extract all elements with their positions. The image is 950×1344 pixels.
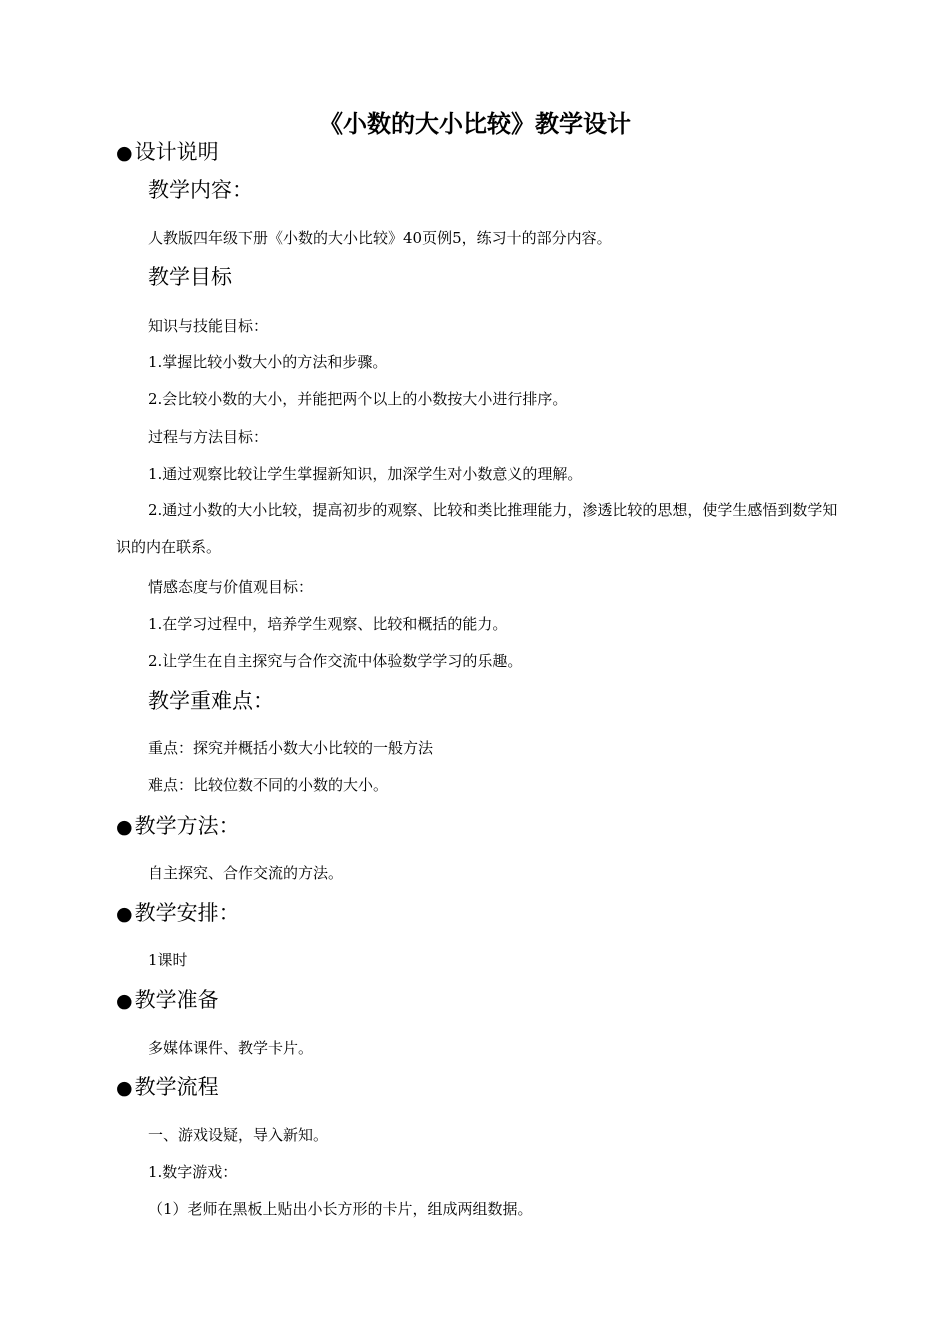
heading-schedule bbox=[116, 899, 240, 928]
paragraph-key-point: 重点：探究并概括小数大小比较的一般方法 bbox=[148, 739, 434, 757]
subheading-key-points: 教学重难点： bbox=[148, 689, 274, 713]
paragraph-schedule: 1课时 bbox=[148, 951, 188, 969]
heading-text: 教学方法： bbox=[134, 814, 240, 838]
heading-text: 教学安排： bbox=[134, 901, 240, 925]
paragraph-difficult-point: 难点：比较位数不同的小数的大小。 bbox=[148, 776, 389, 794]
paragraph-content: 人教版四年级下册《小数的大小比较》40页例5，练习十的部分内容。 bbox=[148, 229, 612, 247]
paragraph-flow-1: 一、游戏设疑，导入新知。 bbox=[148, 1126, 329, 1144]
heading-text: 设计说明 bbox=[134, 140, 219, 164]
bullet-icon: ● bbox=[116, 990, 133, 1012]
paragraph-preparation: 多媒体课件、教学卡片。 bbox=[148, 1039, 314, 1057]
heading-method bbox=[116, 812, 240, 841]
heading-flow bbox=[116, 1073, 219, 1102]
bullet-icon: ● bbox=[116, 816, 133, 838]
paragraph-flow-3: （1）老师在黑板上贴出小长方形的卡片，组成两组数据。 bbox=[148, 1200, 533, 1218]
paragraph-emotion-head: 情感态度与价值观目标： bbox=[148, 578, 314, 596]
bullet-icon: ● bbox=[116, 903, 133, 925]
paragraph-flow-2: 1.数字游戏： bbox=[148, 1163, 238, 1181]
paragraph-process-2: 2.通过小数的大小比较，提高初步的观察、比较和类比推理能力，渗透比较的思想，使学生感悟到数学知识的内在联系。 bbox=[116, 501, 838, 556]
paragraph-knowledge-head: 知识与技能目标： bbox=[148, 317, 269, 335]
paragraph-emotion-1: 1.在学习过程中，培养学生观察、比较和概括的能力。 bbox=[148, 615, 508, 633]
heading-design-note bbox=[116, 138, 219, 167]
heading-text: 教学流程 bbox=[134, 1075, 219, 1099]
bullet-icon: ● bbox=[116, 1077, 133, 1099]
paragraph-process-1: 1.通过观察比较让学生掌握新知识，加深学生对小数意义的理解。 bbox=[148, 465, 583, 483]
paragraph-knowledge-2: 2.会比较小数的大小，并能把两个以上的小数按大小进行排序。 bbox=[148, 390, 568, 408]
document-title: 《小数的大小比较》教学设计 bbox=[319, 110, 631, 138]
paragraph-emotion-2: 2.让学生在自主探究与合作交流中体验数学学习的乐趣。 bbox=[148, 652, 523, 670]
heading-text: 教学准备 bbox=[134, 988, 219, 1012]
subheading-goals: 教学目标 bbox=[148, 265, 232, 289]
heading-preparation bbox=[116, 986, 219, 1015]
subheading-content: 教学内容： bbox=[148, 178, 253, 202]
paragraph-knowledge-1: 1.掌握比较小数大小的方法和步骤。 bbox=[148, 353, 388, 371]
paragraph-method: 自主探究、合作交流的方法。 bbox=[148, 864, 344, 882]
paragraph-process-head: 过程与方法目标： bbox=[148, 428, 269, 446]
bullet-icon: ● bbox=[116, 142, 133, 164]
